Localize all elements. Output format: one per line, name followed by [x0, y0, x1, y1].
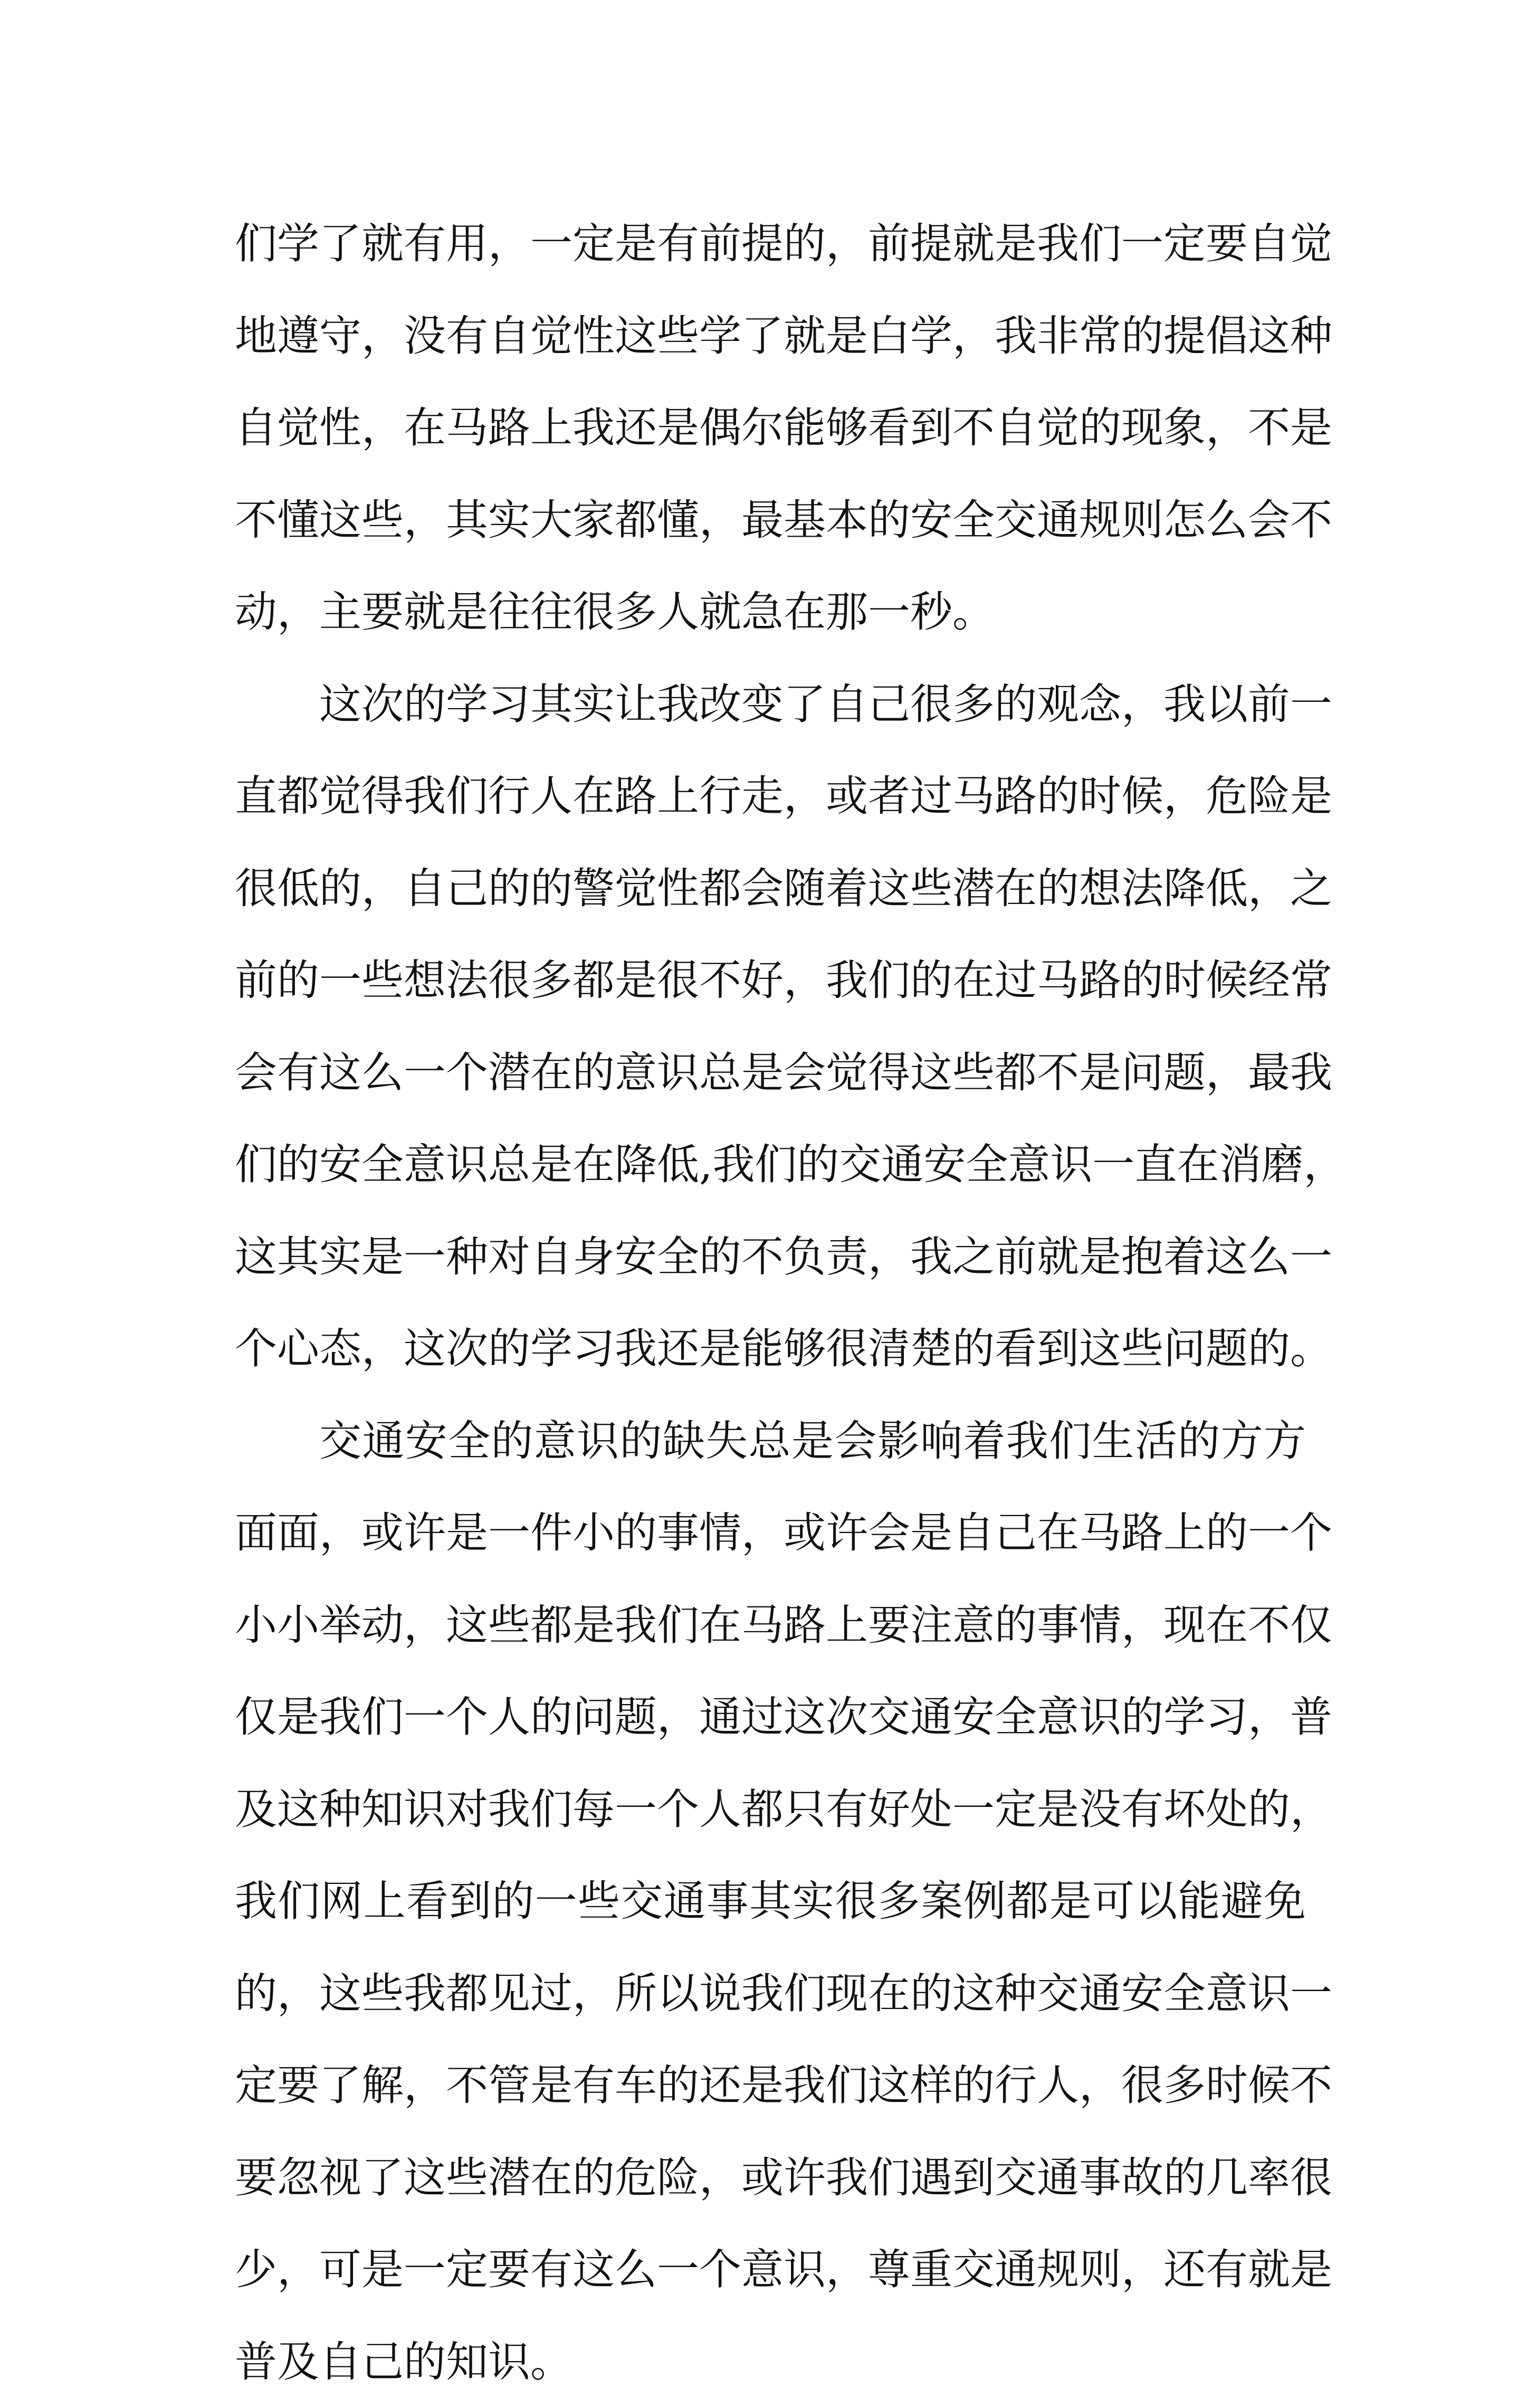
- text-line: 自觉性，在马路上我还是偶尔能够看到不自觉的现象，不是: [235, 382, 1306, 474]
- text-line: 少，可是一定要有这么一个意识，尊重交通规则，还有就是: [235, 2224, 1306, 2316]
- text-line: 面面，或许是一件小的事情，或许会是自己在马路上的一个: [235, 1487, 1306, 1579]
- text-line: 直都觉得我们行人在路上行走，或者过马路的时候，危险是: [235, 750, 1306, 843]
- text-line: 地遵守，没有自觉性这些学了就是白学，我非常的提倡这种: [235, 290, 1306, 383]
- text-line: 及这种知识对我们每一个人都只有好处一定是没有坏处的，: [235, 1764, 1306, 1856]
- text-line: 这其实是一种对自身安全的不负责，我之前就是抱着这么一: [235, 1211, 1306, 1303]
- text-line: 定要了解，不管是有车的还是我们这样的行人，很多时候不: [235, 2040, 1306, 2132]
- text-line: 动，主要就是往往很多人就急在那一秒。: [235, 566, 1306, 659]
- text-line: 小小举动，这些都是我们在马路上要注意的事情，现在不仅: [235, 1579, 1306, 1672]
- paragraph-2: [235, 659, 1306, 1395]
- text-line: 会有这么一个潜在的意识总是会觉得这些都不是问题，最我: [235, 1027, 1306, 1119]
- text-line: 很低的，自己的的警觉性都会随着这些潜在的想法降低，之: [235, 843, 1306, 935]
- text-line: 普及自己的知识。: [235, 2316, 1306, 2408]
- text-line: 这次的学习其实让我改变了自己很多的观念，我以前一: [235, 659, 1306, 751]
- paragraph-3: [235, 1395, 1306, 2408]
- text-line: 仅是我们一个人的问题，通过这次交通安全意识的学习，普: [235, 1671, 1306, 1764]
- paragraph-1: [235, 198, 1306, 659]
- text-line: 不懂这些，其实大家都懂，最基本的安全交通规则怎么会不: [235, 474, 1306, 567]
- text-line: 前的一些想法很多都是很不好，我们的在过马路的时候经常: [235, 935, 1306, 1027]
- text-line: 的，这些我都见过，所以说我们现在的这种交通安全意识一: [235, 1948, 1306, 2040]
- text-line: 我们网上看到的一些交通事其实很多案例都是可以能避免: [235, 1855, 1306, 1948]
- text-line: 要忽视了这些潜在的危险，或许我们遇到交通事故的几率很: [235, 2132, 1306, 2224]
- text-line: 个心态，这次的学习我还是能够很清楚的看到这些问题的。: [235, 1303, 1306, 1395]
- body-text: [235, 198, 1306, 2408]
- text-line: 们学了就有用，一定是有前提的，前提就是我们一定要自觉: [235, 198, 1306, 290]
- text-line: 们的安全意识总是在降低,我们的交通安全意识一直在消磨，: [235, 1119, 1306, 1211]
- text-line: 交通安全的意识的缺失总是会影响着我们生活的方方: [235, 1395, 1306, 1488]
